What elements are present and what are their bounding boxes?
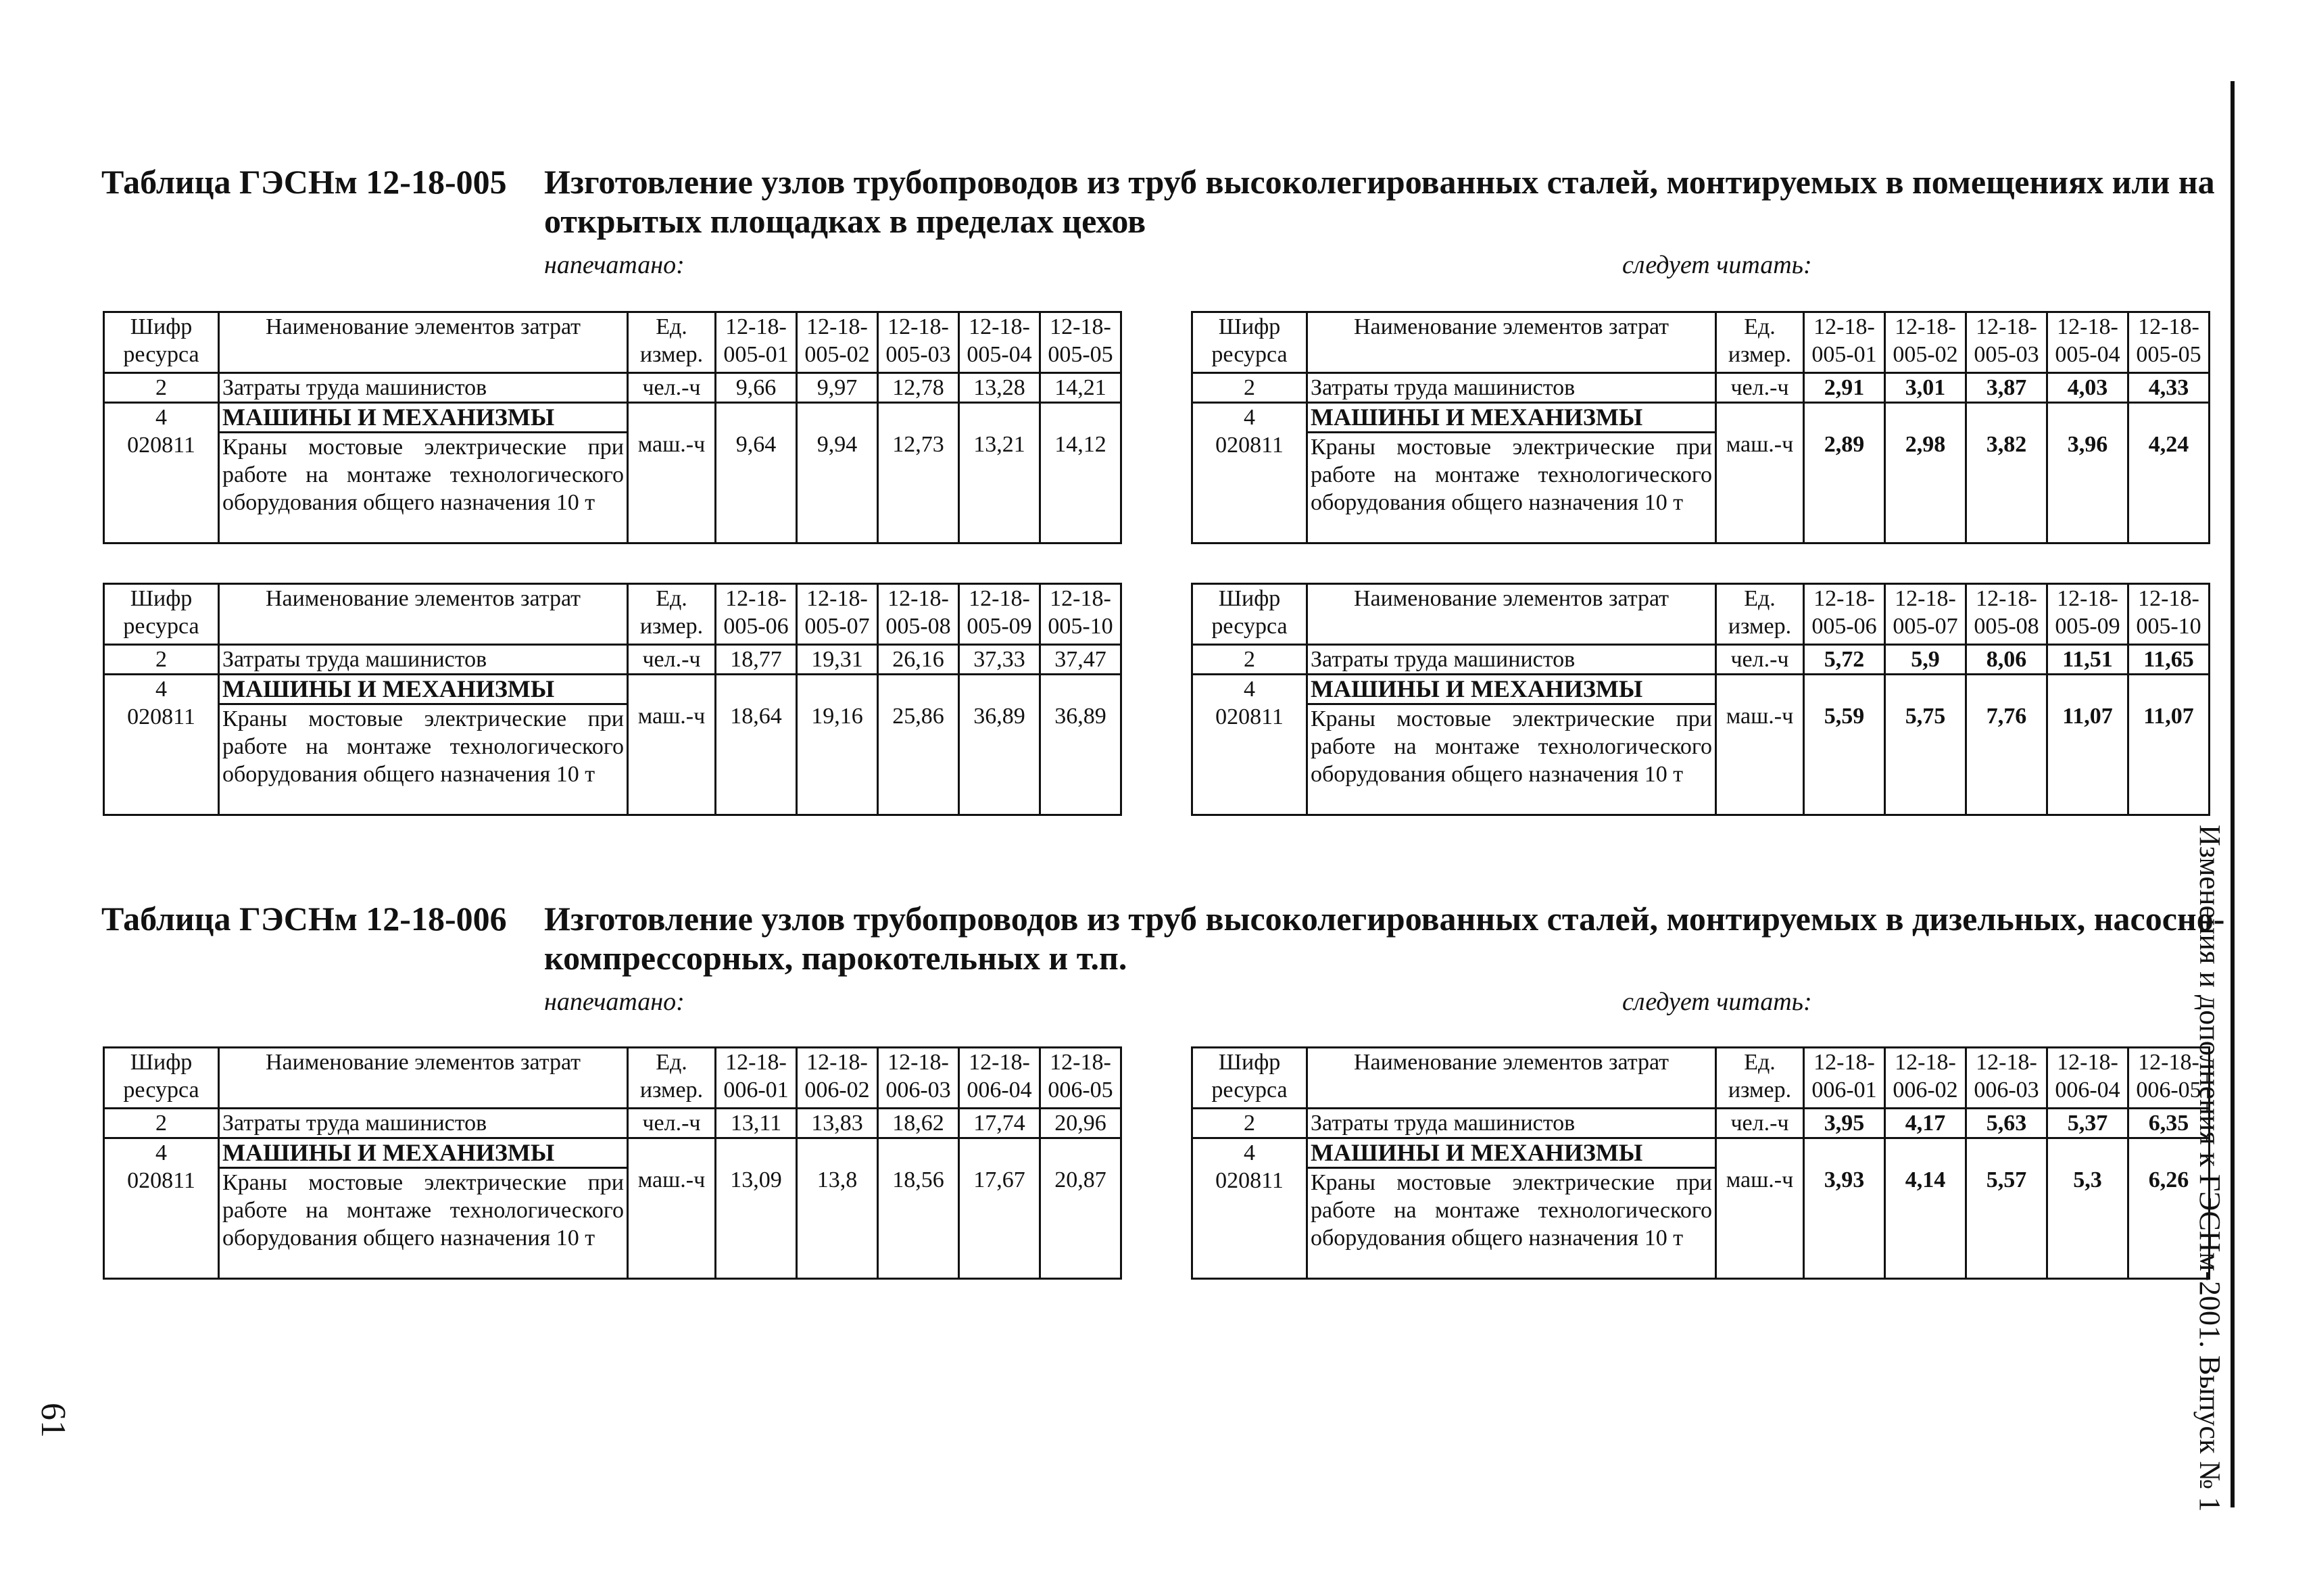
crane-value: 4,14 bbox=[1885, 1138, 1966, 1279]
norm-column-header: 12-18- 006-05 bbox=[2128, 1048, 2210, 1109]
resource-code-header: Шифр ресурса bbox=[104, 584, 219, 645]
unit-header: Ед. измер. bbox=[628, 584, 716, 645]
labor-name: Затраты труда машинистов bbox=[219, 645, 628, 675]
labor-code: 2 bbox=[1192, 645, 1307, 675]
norm-column-header: 12-18- 006-03 bbox=[878, 1048, 959, 1109]
crane-value: 11,07 bbox=[2047, 675, 2128, 815]
norm-column-header: 12-18- 006-04 bbox=[959, 1048, 1040, 1109]
norm-column-header: 12-18- 005-09 bbox=[2047, 584, 2128, 645]
header-row bbox=[104, 1048, 1121, 1109]
crane-value: 13,09 bbox=[716, 1138, 797, 1279]
unit-header: Ед. измер. bbox=[1716, 312, 1804, 373]
norm-column-header: 12-18- 005-05 bbox=[2128, 312, 2210, 373]
labor-value: 14,21 bbox=[1040, 373, 1121, 403]
table-code-005: Таблица ГЭСНм 12-18-005 bbox=[101, 163, 507, 201]
labor-value: 18,77 bbox=[716, 645, 797, 675]
labor-value: 26,16 bbox=[878, 645, 959, 675]
norm-column-header: 12-18- 006-04 bbox=[2047, 1048, 2128, 1109]
labor-value: 2,91 bbox=[1804, 373, 1885, 403]
norm-column-header: 12-18- 005-03 bbox=[878, 312, 959, 373]
labor-value: 17,74 bbox=[959, 1109, 1040, 1138]
labor-value: 5,63 bbox=[1966, 1109, 2047, 1138]
norm-column-header: 12-18- 006-05 bbox=[1040, 1048, 1121, 1109]
crane-value: 2,89 bbox=[1804, 403, 1885, 543]
norm-column-header: 12-18- 005-02 bbox=[1885, 312, 1966, 373]
crane-name: Краны мостовые электрические при работе на монтаже технологического оборудования общего назначения 10 т bbox=[219, 704, 628, 815]
norm-column-header: 12-18- 006-03 bbox=[1966, 1048, 2047, 1109]
cost-element-header: Наименование элементов затрат bbox=[219, 1048, 628, 1109]
unit-header: Ед. измер. bbox=[1716, 584, 1804, 645]
publication-side-text: Изменения и дополнения к ГЭСНм-2001. Выпуск № 1 bbox=[2193, 825, 2226, 1512]
crane-unit: маш.-ч bbox=[1716, 675, 1804, 815]
labor-row bbox=[1192, 1109, 2210, 1138]
crane-code-cell: 4 020811 bbox=[104, 675, 219, 815]
norm-column-header: 12-18- 005-09 bbox=[959, 584, 1040, 645]
labor-code: 2 bbox=[104, 1109, 219, 1138]
labor-row bbox=[104, 1109, 1121, 1138]
labor-value: 12,78 bbox=[878, 373, 959, 403]
machines-row bbox=[1192, 1138, 2210, 1168]
crane-value: 20,87 bbox=[1040, 1138, 1121, 1279]
labor-value: 13,83 bbox=[797, 1109, 878, 1138]
labor-value: 9,97 bbox=[797, 373, 878, 403]
crane-unit: маш.-ч bbox=[1716, 1138, 1804, 1279]
labor-value: 3,01 bbox=[1885, 373, 1966, 403]
labor-unit: чел.-ч bbox=[628, 1109, 716, 1138]
resource-code-header: Шифр ресурса bbox=[1192, 312, 1307, 373]
header-row bbox=[1192, 584, 2210, 645]
machines-row bbox=[104, 675, 1121, 704]
table-title-005: Изготовление узлов трубопроводов из труб высоколегированных сталей, монтируемых в помещениях или на открытых площадках в пределах цехов bbox=[544, 163, 2215, 240]
machines-row bbox=[1192, 675, 2210, 704]
norm-column-header: 12-18- 005-06 bbox=[716, 584, 797, 645]
crane-value: 5,75 bbox=[1885, 675, 1966, 815]
labor-value: 5,9 bbox=[1885, 645, 1966, 675]
crane-code-cell: 4 020811 bbox=[1192, 403, 1307, 543]
norm-column-header: 12-18- 005-02 bbox=[797, 312, 878, 373]
crane-value: 13,8 bbox=[797, 1138, 878, 1279]
labor-value: 4,03 bbox=[2047, 373, 2128, 403]
labor-name: Затраты труда машинистов bbox=[1307, 373, 1716, 403]
crane-value: 3,82 bbox=[1966, 403, 2047, 543]
crane-value: 3,93 bbox=[1804, 1138, 1885, 1279]
labor-row bbox=[104, 645, 1121, 675]
labor-value: 3,87 bbox=[1966, 373, 2047, 403]
labor-name: Затраты труда машинистов bbox=[1307, 1109, 1716, 1138]
labor-value: 18,62 bbox=[878, 1109, 959, 1138]
labor-value: 4,33 bbox=[2128, 373, 2210, 403]
printed-label-005: напечатано: bbox=[544, 251, 685, 279]
crane-value: 9,94 bbox=[797, 403, 878, 543]
norm-column-header: 12-18- 005-10 bbox=[1040, 584, 1121, 645]
cost-element-header: Наименование элементов затрат bbox=[1307, 312, 1716, 373]
corrected-table-1-0 bbox=[1191, 1046, 2210, 1280]
machines-category: МАШИНЫ И МЕХАНИЗМЫ bbox=[219, 675, 628, 704]
header-row bbox=[104, 584, 1121, 645]
labor-value: 11,51 bbox=[2047, 645, 2128, 675]
labor-value: 5,72 bbox=[1804, 645, 1885, 675]
norm-column-header: 12-18- 005-07 bbox=[797, 584, 878, 645]
crane-name: Краны мостовые электрические при работе на монтаже технологического оборудования общего назначения 10 т bbox=[1307, 1168, 1716, 1279]
labor-value: 4,17 bbox=[1885, 1109, 1966, 1138]
margin-rule bbox=[2231, 81, 2235, 1507]
norm-column-header: 12-18- 005-07 bbox=[1885, 584, 1966, 645]
printed-table-1-0 bbox=[103, 1046, 1122, 1280]
crane-value: 18,64 bbox=[716, 675, 797, 815]
labor-code: 2 bbox=[104, 645, 219, 675]
labor-unit: чел.-ч bbox=[1716, 373, 1804, 403]
header-row bbox=[104, 312, 1121, 373]
printed-table-0-0 bbox=[103, 311, 1122, 544]
labor-row bbox=[1192, 373, 2210, 403]
cost-element-header: Наименование элементов затрат bbox=[219, 312, 628, 373]
crane-value: 5,57 bbox=[1966, 1138, 2047, 1279]
crane-value: 17,67 bbox=[959, 1138, 1040, 1279]
crane-value: 19,16 bbox=[797, 675, 878, 815]
crane-value: 6,26 bbox=[2128, 1138, 2210, 1279]
crane-unit: маш.-ч bbox=[1716, 403, 1804, 543]
labor-value: 11,65 bbox=[2128, 645, 2210, 675]
labor-row bbox=[104, 373, 1121, 403]
norm-column-header: 12-18- 006-01 bbox=[1804, 1048, 1885, 1109]
crane-value: 5,3 bbox=[2047, 1138, 2128, 1279]
labor-name: Затраты труда машинистов bbox=[219, 1109, 628, 1138]
labor-value: 13,28 bbox=[959, 373, 1040, 403]
machines-category: МАШИНЫ И МЕХАНИЗМЫ bbox=[1307, 403, 1716, 433]
cost-element-header: Наименование элементов затрат bbox=[1307, 584, 1716, 645]
labor-value: 3,95 bbox=[1804, 1109, 1885, 1138]
table-title-006: Изготовление узлов трубопроводов из труб высоколегированных сталей, монтируемых в дизельных, насосно-компрессорных, парокотельных и т.п. bbox=[544, 900, 2225, 977]
crane-name: Краны мостовые электрические при работе на монтаже технологического оборудования общего назначения 10 т bbox=[219, 1168, 628, 1279]
labor-row bbox=[1192, 645, 2210, 675]
machines-category: МАШИНЫ И МЕХАНИЗМЫ bbox=[219, 1138, 628, 1168]
crane-code-cell: 4 020811 bbox=[104, 1138, 219, 1279]
crane-unit: маш.-ч bbox=[628, 1138, 716, 1279]
header-row bbox=[1192, 1048, 2210, 1109]
machines-row bbox=[104, 403, 1121, 433]
unit-header: Ед. измер. bbox=[628, 312, 716, 373]
norm-column-header: 12-18- 005-08 bbox=[1966, 584, 2047, 645]
norm-column-header: 12-18- 005-04 bbox=[2047, 312, 2128, 373]
crane-code-cell: 4 020811 bbox=[1192, 675, 1307, 815]
labor-value: 19,31 bbox=[797, 645, 878, 675]
crane-value: 13,21 bbox=[959, 403, 1040, 543]
norm-column-header: 12-18- 006-01 bbox=[716, 1048, 797, 1109]
crane-value: 9,64 bbox=[716, 403, 797, 543]
crane-value: 7,76 bbox=[1966, 675, 2047, 815]
norm-column-header: 12-18- 005-03 bbox=[1966, 312, 2047, 373]
norm-column-header: 12-18- 005-10 bbox=[2128, 584, 2210, 645]
printed-table-0-1 bbox=[103, 583, 1122, 816]
crane-unit: маш.-ч bbox=[628, 403, 716, 543]
crane-name: Краны мостовые электрические при работе на монтаже технологического оборудования общего назначения 10 т bbox=[1307, 433, 1716, 543]
labor-unit: чел.-ч bbox=[628, 645, 716, 675]
resource-code-header: Шифр ресурса bbox=[1192, 584, 1307, 645]
crane-value: 4,24 bbox=[2128, 403, 2210, 543]
labor-value: 5,37 bbox=[2047, 1109, 2128, 1138]
crane-value: 3,96 bbox=[2047, 403, 2128, 543]
crane-value: 25,86 bbox=[878, 675, 959, 815]
crane-value: 36,89 bbox=[959, 675, 1040, 815]
labor-value: 37,47 bbox=[1040, 645, 1121, 675]
resource-code-header: Шифр ресурса bbox=[104, 1048, 219, 1109]
crane-value: 12,73 bbox=[878, 403, 959, 543]
norm-column-header: 12-18- 005-01 bbox=[716, 312, 797, 373]
crane-value: 36,89 bbox=[1040, 675, 1121, 815]
norm-column-header: 12-18- 005-08 bbox=[878, 584, 959, 645]
crane-value: 2,98 bbox=[1885, 403, 1966, 543]
machines-category: МАШИНЫ И МЕХАНИЗМЫ bbox=[219, 403, 628, 433]
cost-element-header: Наименование элементов затрат bbox=[1307, 1048, 1716, 1109]
labor-unit: чел.-ч bbox=[1716, 645, 1804, 675]
labor-code: 2 bbox=[1192, 373, 1307, 403]
crane-value: 5,59 bbox=[1804, 675, 1885, 815]
crane-unit: маш.-ч bbox=[628, 675, 716, 815]
should-read-label-006: следует читать: bbox=[1622, 988, 1812, 1016]
should-read-label-005: следует читать: bbox=[1622, 251, 1812, 279]
crane-name: Краны мостовые электрические при работе на монтаже технологического оборудования общего назначения 10 т bbox=[1307, 704, 1716, 815]
labor-value: 9,66 bbox=[716, 373, 797, 403]
labor-value: 20,96 bbox=[1040, 1109, 1121, 1138]
page-number: 61 bbox=[34, 1403, 72, 1438]
norm-column-header: 12-18- 005-06 bbox=[1804, 584, 1885, 645]
cost-element-header: Наименование элементов затрат bbox=[219, 584, 628, 645]
crane-name: Краны мостовые электрические при работе на монтаже технологического оборудования общего назначения 10 т bbox=[219, 433, 628, 543]
crane-value: 11,07 bbox=[2128, 675, 2210, 815]
header-row bbox=[1192, 312, 2210, 373]
crane-code-cell: 4 020811 bbox=[1192, 1138, 1307, 1279]
labor-value: 13,11 bbox=[716, 1109, 797, 1138]
machines-row bbox=[104, 1138, 1121, 1168]
resource-code-header: Шифр ресурса bbox=[1192, 1048, 1307, 1109]
norm-column-header: 12-18- 006-02 bbox=[1885, 1048, 1966, 1109]
labor-unit: чел.-ч bbox=[1716, 1109, 1804, 1138]
corrected-table-0-1 bbox=[1191, 583, 2210, 816]
labor-value: 6,35 bbox=[2128, 1109, 2210, 1138]
crane-value: 18,56 bbox=[878, 1138, 959, 1279]
labor-code: 2 bbox=[1192, 1109, 1307, 1138]
unit-header: Ед. измер. bbox=[628, 1048, 716, 1109]
labor-name: Затраты труда машинистов bbox=[1307, 645, 1716, 675]
norm-column-header: 12-18- 005-05 bbox=[1040, 312, 1121, 373]
machines-category: МАШИНЫ И МЕХАНИЗМЫ bbox=[1307, 1138, 1716, 1168]
table-code-006: Таблица ГЭСНм 12-18-006 bbox=[101, 900, 507, 938]
machines-row bbox=[1192, 403, 2210, 433]
labor-code: 2 bbox=[104, 373, 219, 403]
norm-column-header: 12-18- 005-04 bbox=[959, 312, 1040, 373]
unit-header: Ед. измер. bbox=[1716, 1048, 1804, 1109]
labor-name: Затраты труда машинистов bbox=[219, 373, 628, 403]
printed-label-006: напечатано: bbox=[544, 988, 685, 1016]
labor-value: 37,33 bbox=[959, 645, 1040, 675]
labor-value: 8,06 bbox=[1966, 645, 2047, 675]
machines-category: МАШИНЫ И МЕХАНИЗМЫ bbox=[1307, 675, 1716, 704]
labor-unit: чел.-ч bbox=[628, 373, 716, 403]
crane-code-cell: 4 020811 bbox=[104, 403, 219, 543]
norm-column-header: 12-18- 005-01 bbox=[1804, 312, 1885, 373]
resource-code-header: Шифр ресурса bbox=[104, 312, 219, 373]
norm-column-header: 12-18- 006-02 bbox=[797, 1048, 878, 1109]
crane-value: 14,12 bbox=[1040, 403, 1121, 543]
corrected-table-0-0 bbox=[1191, 311, 2210, 544]
